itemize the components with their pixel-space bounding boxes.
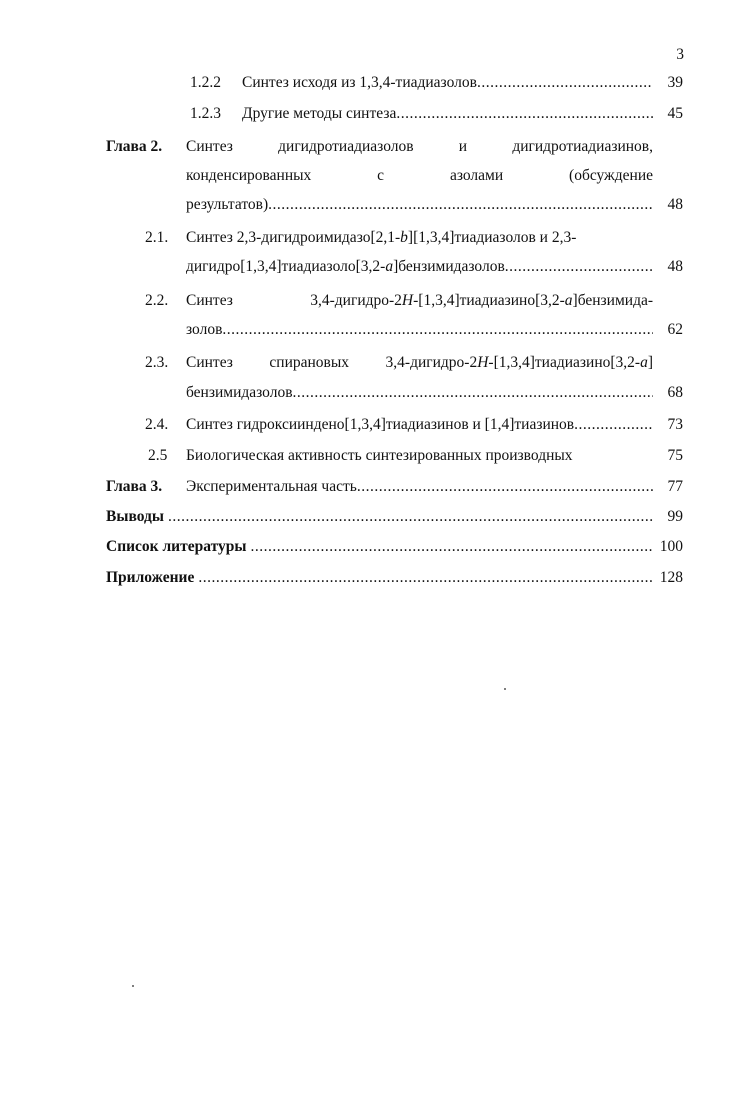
entry-page: 77 bbox=[667, 478, 683, 495]
entry-title: Синтез исходя из 1,3,4-тиадиазолов bbox=[242, 74, 477, 91]
scan-speck bbox=[132, 985, 134, 987]
entry-title-line-2: бензимидазолов bbox=[186, 384, 293, 401]
toc-entry-2-4 bbox=[145, 416, 683, 434]
entry-number: 2.5 bbox=[148, 447, 168, 464]
toc-references bbox=[106, 538, 683, 556]
entry-title: Синтез гидроксииндено[1,3,4]тиадиазинов и [1,4]тиазинов bbox=[186, 416, 575, 433]
entry-title: Другие методы синтеза bbox=[242, 105, 397, 122]
entry-number: 1.2.3 bbox=[190, 105, 221, 122]
entry-number: 2.2. bbox=[145, 292, 169, 309]
entry-title-line-2: золов bbox=[186, 321, 223, 338]
entry-page: 48 bbox=[667, 196, 683, 213]
chapter-title-line-3: результатов) bbox=[186, 196, 269, 213]
leader-dots bbox=[505, 258, 653, 276]
entry-page: 39 bbox=[667, 74, 683, 91]
chapter-title: Экспериментальная часть bbox=[186, 478, 357, 495]
entry-title-line-1: Синтез спирановых 3,4-дигидро-2H-[1,3,4]тиадиазино[3,2-a] bbox=[186, 354, 653, 371]
toc-conclusions bbox=[106, 508, 683, 526]
entry-number: 2.4. bbox=[145, 416, 169, 433]
toc-entry-1-2-3 bbox=[190, 105, 683, 123]
leader-dots bbox=[396, 105, 653, 123]
toc-appendix bbox=[106, 569, 683, 587]
entry-title-line-2: дигидро[1,3,4]тиадиазоло[3,2-a]бензимидазолов ..... bbox=[186, 258, 653, 276]
leader-dots bbox=[268, 196, 653, 214]
section-title: Приложение bbox=[106, 569, 195, 586]
toc-chapter-3 bbox=[106, 478, 683, 496]
entry-page: 68 bbox=[667, 384, 683, 401]
scan-speck bbox=[504, 688, 506, 690]
toc-entry-1-2-2 bbox=[190, 74, 683, 92]
chapter-label: Глава 2. bbox=[106, 138, 163, 155]
leader-dots bbox=[477, 74, 653, 92]
leader-dots bbox=[574, 416, 653, 434]
entry-page: 73 bbox=[667, 416, 683, 433]
entry-page: 62 bbox=[667, 321, 683, 338]
entry-page: 100 bbox=[659, 538, 683, 555]
entry-title: Биологическая активность синтезированных производных bbox=[186, 447, 573, 464]
leader-dots bbox=[222, 321, 653, 339]
entry-page: 45 bbox=[667, 105, 683, 122]
chapter-title-line-2: конденсированных с азолами (обсуждение bbox=[186, 167, 653, 184]
leader-dots bbox=[168, 508, 653, 526]
chapter-label: Глава 3. bbox=[106, 478, 163, 495]
entry-title-line-1: Синтез 3,4-дигидро-2H-[1,3,4]тиадиазино[3,2-a]бензимида- bbox=[186, 292, 653, 309]
entry-number: 2.3. bbox=[145, 354, 169, 371]
section-title: Выводы bbox=[106, 508, 164, 525]
leader-dots bbox=[198, 569, 653, 587]
toc-entry-2-5 bbox=[148, 447, 683, 465]
leader-dots bbox=[250, 538, 653, 556]
page-number: 3 bbox=[676, 46, 684, 63]
section-title: Список литературы bbox=[106, 538, 247, 555]
entry-page: 128 bbox=[659, 569, 683, 586]
leader-dots bbox=[357, 478, 653, 496]
entry-page: 48 bbox=[667, 258, 683, 275]
entry-page: 75 bbox=[667, 447, 683, 464]
chapter-title-line-1: Синтез дигидротиадиазолов и дигидротиадиазинов, bbox=[186, 138, 653, 155]
entry-page: 99 bbox=[667, 508, 683, 525]
entry-title-line-1: Синтез 2,3-дигидроимидазо[2,1- b ][1,3,4]тиадиазолов и 2,3- bbox=[186, 229, 577, 246]
leader-dots bbox=[293, 384, 653, 402]
entry-number: 1.2.2 bbox=[190, 74, 221, 91]
entry-number: 2.1. bbox=[145, 229, 169, 246]
